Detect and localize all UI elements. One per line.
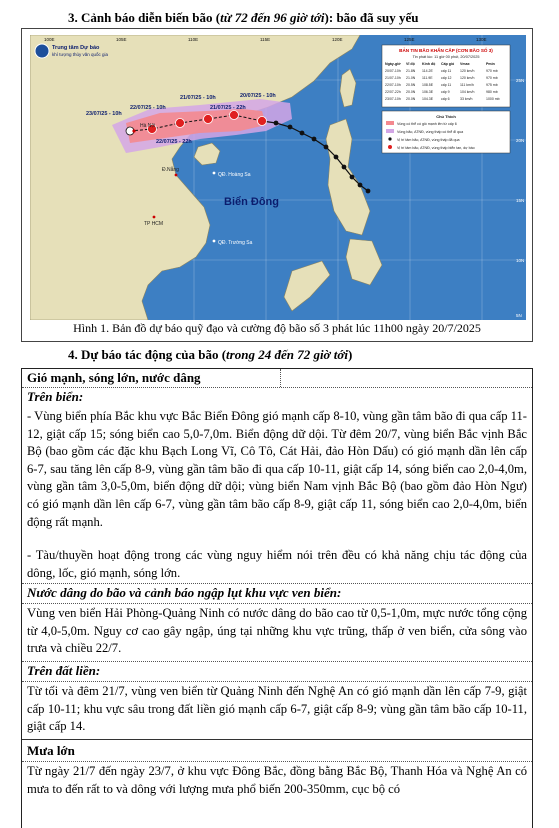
row-divider (22, 681, 532, 682)
subheading-sea: Trên biển: (27, 389, 84, 404)
legend-cell: 1000 mb (486, 97, 500, 101)
legend-cell: 21.8N (406, 69, 416, 73)
place-da-nang: Đ.Nẵng (162, 167, 179, 173)
surge-paragraph: Vùng ven biển Hải Phòng-Quảng Ninh có nước dâng do bão cao từ 0,5-1,0m, mực nước tổng cộng từ 4,0-5,0m. Nguy cơ cao gây ngập, úng tại những khu vực trũng, thấp ở ven biển, cửa sông vào trưa và chiều 22/7. (27, 606, 527, 656)
legend-note: Vùng có thể có gió mạnh lên từ cấp 6 (397, 122, 457, 126)
forecast-label: 22/07/25 - 22h (156, 139, 192, 145)
legend-subtitle: Tin phát lúc: 11 giờ 00 phút, 20/07/2025 (412, 55, 480, 59)
legend-header-cell: Pmin (486, 62, 495, 66)
legend-cell: cấp 6 (441, 97, 450, 101)
legend-cell: 20/07-10h (385, 69, 401, 73)
place-hcm: TP HCM (144, 221, 164, 227)
legend-cell: cấp 11 (441, 83, 452, 87)
place-ha-noi: Hà Nội (140, 123, 156, 129)
header-wind: Gió mạnh, sóng lớn, nước dâng (27, 370, 201, 385)
lat-label: 20N (516, 138, 525, 143)
legend-cell: 33 km/h (460, 97, 473, 101)
legend-cell: 22/07-22h (385, 90, 401, 94)
legend-cell: 108.5E (422, 83, 434, 87)
impact-table (21, 368, 533, 828)
lon-label: 100E (44, 37, 55, 42)
legend-title: BẢN TIN BÃO KHẨN CẤP (CƠN BÃO SỐ 3) (399, 48, 493, 53)
legend-header-cell: Vĩ độ (406, 62, 415, 66)
row-divider (22, 603, 532, 604)
header-rain: Mưa lớn (27, 743, 75, 758)
truong-sa-marker (213, 240, 216, 243)
legend-cell: cấp 11 (441, 69, 452, 73)
agency-subname: khí tượng thủy văn quốc gia (52, 52, 108, 57)
legend-cell: 23/07-10h (385, 97, 401, 101)
lat-label: 10N (516, 258, 525, 263)
legend-cell: 970 mb (486, 76, 498, 80)
legend-cell: 20.0N (406, 90, 416, 94)
legend-header-cell: Kinh độ (422, 62, 436, 66)
lat-label: 5N (516, 313, 522, 318)
row-divider (22, 739, 532, 740)
rain-paragraph: Từ ngày 21/7 đến ngày 23/7, ở khu vực Đông Bắc, đồng bằng Bắc Bộ, Thanh Hóa và Nghệ An có mưa to đến rất to và dông với lượng mưa phổ biến 200-350mm, cục bộ có (27, 764, 527, 796)
section-heading-3: 3. Cảnh báo diễn biến bão (từ 72 đến 96 giờ tới): bão đã suy yếu (68, 10, 419, 25)
storm-symbol-21-07 (230, 111, 239, 120)
place-truong-sa: QĐ. Trường Sa (218, 240, 253, 246)
legend-cell: 120 km/h (460, 76, 475, 80)
forecast-label: 23/07/25 - 10h (86, 111, 122, 117)
ha-noi-marker (132, 129, 135, 132)
hcm-marker (153, 216, 156, 219)
subheading-surge: Nước dâng do bão và cảnh báo ngập lụt khu vực ven biển: (27, 585, 342, 600)
agency-name: Trung tâm Dự báo (52, 45, 100, 51)
row-divider (22, 583, 532, 584)
row-divider (22, 661, 532, 662)
legend-header-cell: Vmax (460, 62, 470, 66)
legend-header-cell: Ngày-giờ (385, 62, 401, 66)
sea-paragraph-1: - Vùng biển phía Bắc khu vực Bắc Biển Đông gió mạnh cấp 8-10, vùng gần tâm bão đi qua cấp 11-12, giật cấp 15; sóng biển cao 5,0-7,0m. Biển động dữ dội. Từ đêm 20/7, vùng biển Bắc vịnh Bắc Bộ (bao gồm các đặc khu Bạch Long Vĩ, Cô Tô, Cát Hải, đảo Hòn Dấu) có gió mạnh dần lên cấp 6-7, sau tăng lên cấp 8-9, vùng gần tâm bão đi qua cấp 10-11, giật cấp 14, sóng biển cao 2,0-4,0m, vùng gần tâm 3,0-5,0m, biển động dữ dội; vùng biển Nam vịnh Bắc Bộ (bao gồm đảo Hòn Ngư) có gió mạnh dần lên cấp 6-7, vùng gần tâm bão cấp 8-9, giật cấp 11, sóng biển cao 2,0-4,0m, biển động rất mạnh. (27, 409, 527, 529)
forecast-label: 20/07/25 - 10h (240, 93, 276, 99)
lon-label: 110E (188, 37, 199, 42)
legend-note: Vùng bão, ATNĐ, vùng thấp có thể đi qua (397, 130, 464, 134)
legend-note: Vị trí tâm bão, ATNĐ, vùng thấp đã qua (397, 138, 460, 142)
forecast-label: 21/07/25 - 22h (210, 105, 246, 111)
lat-label: 25N (516, 78, 525, 83)
lat-label: 15N (516, 198, 525, 203)
legend-cell: 970 mb (486, 69, 498, 73)
row-divider (22, 387, 532, 388)
storm-track-map (30, 35, 526, 320)
da-nang-marker (175, 174, 178, 177)
legend-cell: cấp 9 (441, 90, 450, 94)
legend-swatch-forecast (388, 145, 392, 149)
storm-symbol-20-07 (258, 117, 267, 126)
legend-cell: 104 km/h (460, 90, 475, 94)
lon-label: 125E (404, 37, 415, 42)
lon-label: 115E (260, 37, 271, 42)
lon-label: 120E (332, 37, 343, 42)
legend-cell: 111.9E (422, 76, 433, 80)
legend-swatch-past (388, 137, 391, 140)
hoang-sa-marker (213, 172, 216, 175)
storm-symbol-21-07-22h (204, 115, 213, 124)
section-heading-4: 4. Dự báo tác động của bão (trong 24 đến 72 giờ tới) (68, 347, 353, 362)
legend-cell: 114.2E (422, 69, 433, 73)
place-bien-dong: Biển Đông (224, 196, 279, 208)
legend-swatch-wind (386, 121, 394, 125)
legend-cell: 104.3E (422, 97, 434, 101)
header-cell-divider (280, 369, 281, 387)
figure-caption: Hình 1. Bản đồ dự báo quỹ đạo và cường độ bão số 3 phát lúc 11h00 ngày 20/7/2025 (73, 321, 481, 335)
legend-cell: 20.5N (406, 83, 416, 87)
row-divider (22, 761, 532, 762)
legend-cell: 980 mb (486, 90, 498, 94)
legend-cell: 20.0N (406, 97, 416, 101)
legend-notes-title: Chú Thích (436, 114, 456, 119)
legend-header-cell: Cấp gió (441, 62, 455, 66)
legend-swatch-cone (386, 129, 394, 133)
lon-label: 105E (116, 37, 127, 42)
legend-cell: 106.3E (422, 90, 434, 94)
legend-cell: 975 mb (486, 83, 498, 87)
legend-cell: 111 km/h (460, 83, 474, 87)
legend-notes (382, 111, 510, 153)
legend-cell: 22/07-10h (385, 83, 401, 87)
place-hoang-sa: QĐ. Hoàng Sa (218, 172, 251, 178)
legend-cell: 120 km/h (460, 69, 475, 73)
storm-info-legend (382, 45, 510, 107)
legend-note: Vị trí tâm bão, ATNĐ, vùng thấp biển tan, dự báo (397, 146, 475, 150)
legend-cell: cấp 12 (441, 76, 452, 80)
legend-cell: 21/07-10h (385, 76, 401, 80)
subheading-land: Trên đất liền: (27, 663, 101, 678)
legend-cell: 21.0N (406, 76, 416, 80)
figure-storm-map (21, 28, 533, 342)
lon-label: 130E (476, 37, 487, 42)
agency-logo (35, 44, 49, 58)
forecast-label: 21/07/25 - 10h (180, 95, 216, 101)
forecast-label: 22/07/25 - 10h (130, 105, 166, 111)
land-paragraph: Từ tối và đêm 21/7, vùng ven biển từ Quảng Ninh đến Nghệ An có gió mạnh dần lên cấp 7-9, giật cấp 10-11; khu vực sâu trong đất liền gió mạnh cấp 6-7, giật cấp 8-9; vùng gần tâm bão cấp 10-11, giật cấp 14. (27, 684, 527, 734)
sea-paragraph-2: - Tàu/thuyền hoạt động trong các vùng nguy hiểm nói trên đều có khả năng chịu tác động của dông, lốc, gió mạnh, sóng lớn. (27, 548, 527, 580)
storm-symbol-22-07 (176, 119, 185, 128)
